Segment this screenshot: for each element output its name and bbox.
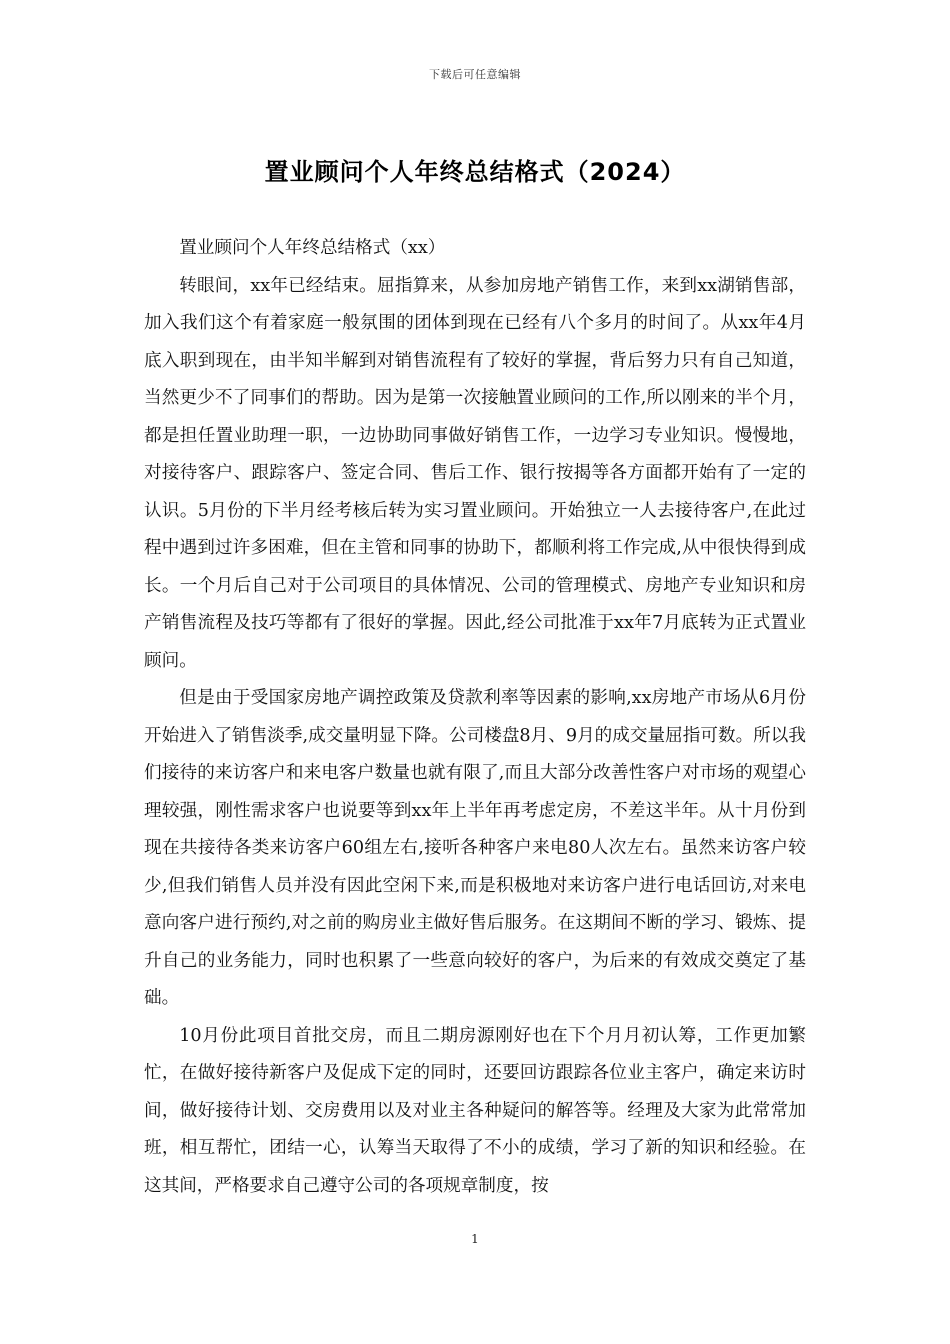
page-header-note: 下载后可任意编辑 — [429, 68, 521, 81]
paragraph: 转眼间，xx年已经结束。屈指算来，从参加房地产销售工作，来到xx湖销售部，加入我们这个有着家庭一般氛围的团体到现在已经有八个多月的时间了。从xx年4月底入职到现在，由半知半解到对销售流程有了较好的掌握，背后努力只有自己知道，当然更少不了同事们的帮助。因为是第一次接触置业顾问的工作,所以刚来的半个月，都是担任置业助理一职，一边协助同事做好销售工作，一边学习专业知识。慢慢地，对接待客户、跟踪客户、签定合同、售后工作、银行按揭等各方面都开始有了一定的认识。5月份的下半月经考核后转为实习置业顾问。开始独立一人去接待客户,在此过程中遇到过许多困难，但在主管和同事的协助下，都顺利将工作完成,从中很快得到成长。一个月后自己对于公司项目的具体情况、公司的管理模式、房地产专业知识和房产销售流程及技巧等都有了很好的掌握。因此,经公司批准于xx年7月底转为正式置业顾问。 — [144, 275, 806, 671]
page-number: 1 — [471, 1232, 479, 1246]
paragraph: 10月份此项目首批交房，而且二期房源刚好也在下个月月初认筹，工作更加繁忙，在做好接待新客户及促成下定的同时，还要回访跟踪各位业主客户，确定来访时间，做好接待计划、交房费用以及对业主各种疑问的解答等。经理及大家为此常常加班，相互帮忙，团结一心，认筹当天取得了不小的成绩，学习了新的知识和经验。在这其间，严格要求自己遵守公司的各项规章制度，按 — [144, 1025, 806, 1196]
document-body — [144, 230, 806, 1205]
document-title: 置业顾问个人年终总结格式（2024） — [264, 158, 686, 186]
paragraph: 但是由于受国家房地产调控政策及贷款利率等因素的影响,xx房地产市场从6月份开始进入了销售淡季,成交量明显下降。公司楼盘8月、9月的成交量屈指可数。所以我们接待的来访客户和来电客户数量也就有限了,而且大部分改善性客户对市场的观望心理较强，刚性需求客户也说要等到xx年上半年再考虑定房，不差这半年。从十月份到现在共接待各类来访客户60组左右,接听各种客户来电80人次左右。虽然来访客户较少,但我们销售人员并没有因此空闲下来,而是积极地对来访客户进行电话回访,对来电意向客户进行预约,对之前的购房业主做好售后服务。在这期间不断的学习、锻炼、提升自己的业务能力，同时也积累了一些意向较好的客户，为后来的有效成交奠定了基础。 — [144, 688, 806, 1008]
paragraph-subtitle: 置业顾问个人年终总结格式（xx） — [179, 238, 446, 258]
